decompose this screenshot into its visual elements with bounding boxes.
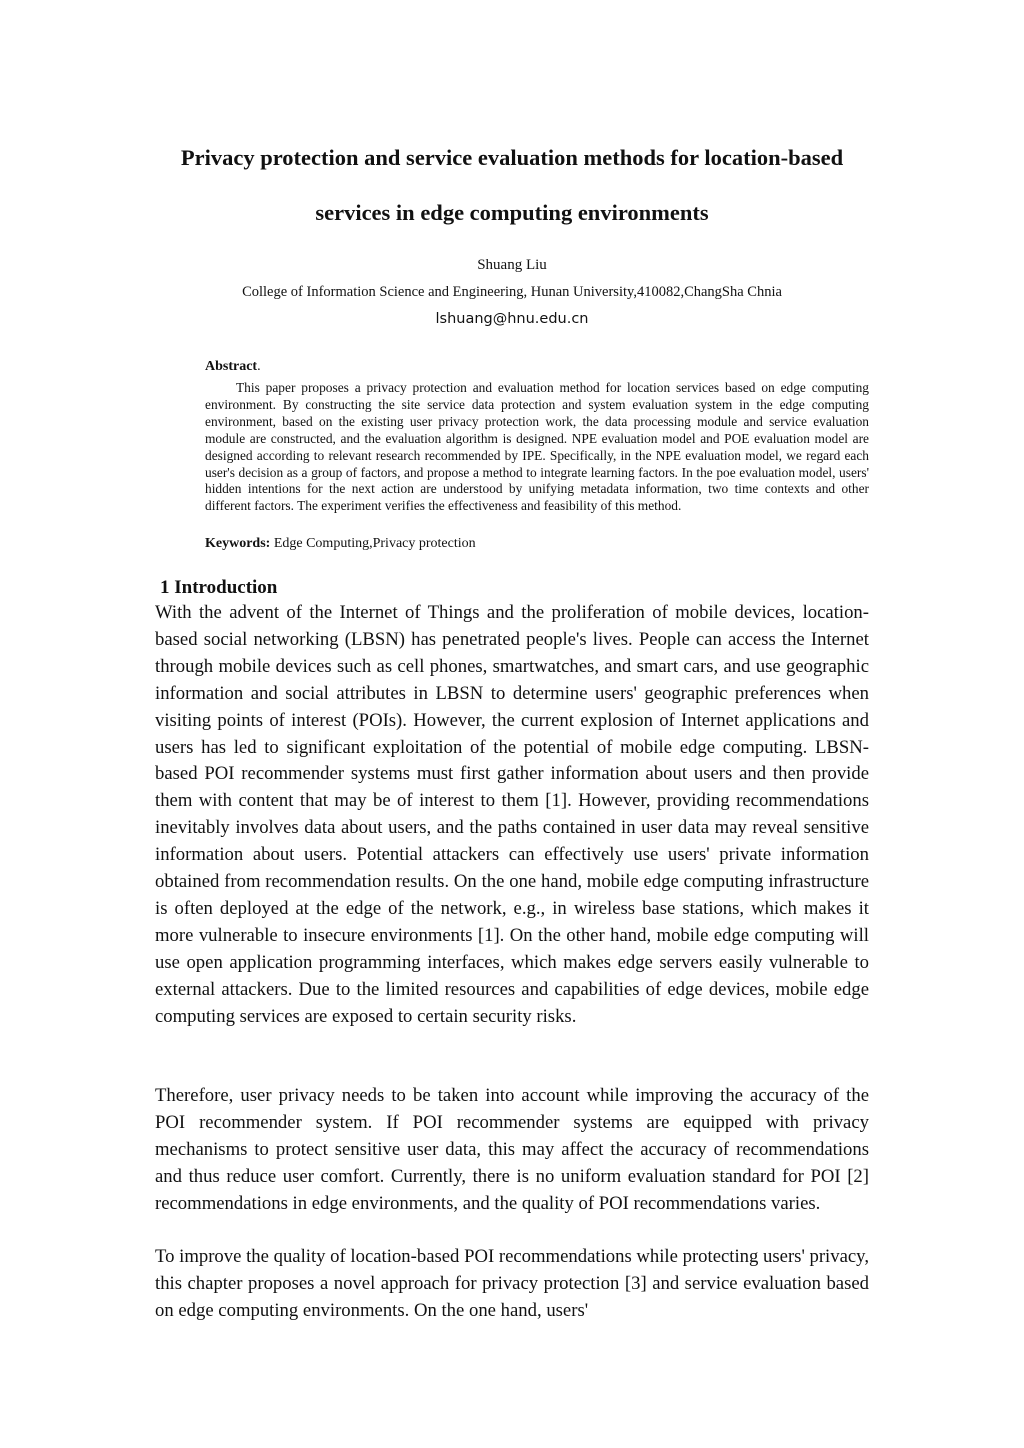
paper-title-line-2: services in edge computing environments (315, 200, 709, 225)
intro-paragraph-2: Therefore, user privacy needs to be taken into account while improving the accuracy of the POI recommender system. If POI recommender systems are equipped with privacy mechanisms to protect sensitive user data, this may affect the accuracy of recommendations and thus reduce user comfort. Currently, there is no uniform evaluation standard for POI [2] recommendations in edge environments, and the quality of POI recommendations varies. (155, 1085, 869, 1214)
abstract-text: This paper proposes a privacy protection and evaluation method for location services based on edge computing environment. By constructing the site service data protection and system evaluation system in the edge computing environment, based on the existing user privacy protection work, the data processing module and service evaluation module are constructed, and the evaluation algorithm is designed. NPE evaluation model and POE evaluation model are designed according to relevant research recommended by IPE. Specifically, in the NPE evaluation model, we regard each user's decision as a group of factors, and propose a method to integrate learning factors. In the poe evaluation model, users' hidden intentions for the next action are understood by unifying metadata information, two time contexts and other different factors. The experiment verifies the effectiveness and feasibility of this method. (205, 380, 869, 514)
intro-paragraph-1: With the advent of the Internet of Things and the proliferation of mobile devices, location-based social networking (LBSN) has penetrated people's lives. People can access the Internet through mobile devices such as cell phones, smartwatches, and smart cars, and use geographic information and social attributes in LBSN to determine users' geographic preferences when visiting points of interest (POIs). However, the current explosion of Internet applications and users has led to significant exploitation of the potential of mobile edge computing. LBSN-based POI recommender systems must first gather information about users and then provide them with content that may be of interest to them [1]. However, providing recommendations inevitably involves data about users, and the paths contained in user data may reveal sensitive information about users. Potential attackers can effectively use users' private information obtained from recommendation results. On the one hand, mobile edge computing infrastructure is often deployed at the edge of the network, e.g., in wireless base stations, which makes it more vulnerable to insecure environments [1]. On the other hand, mobile edge computing will use open application programming interfaces, which makes edge servers easily vulnerable to external attackers. Due to the limited resources and capabilities of edge devices, mobile edge computing services are exposed to certain security risks. (155, 602, 869, 1027)
author-name: Shuang Liu (477, 257, 547, 273)
keywords-label: Keywords: (205, 536, 271, 551)
paper-title-line-1: Privacy protection and service evaluation methods for location-based (180, 145, 844, 170)
keywords-value: Edge Computing,Privacy protection (270, 536, 476, 551)
keywords-line (205, 536, 476, 552)
intro-paragraph-3: To improve the quality of location-based POI recommendations while protecting users' privacy, this chapter proposes a novel approach for privacy protection [3] and service evaluation based on edge computing environments. On the one hand, users' (155, 1246, 869, 1321)
author-affiliation: College of Information Science and Engineering, Hunan University,410082,ChangSha Chnia (242, 284, 782, 300)
abstract-label-suffix: . (257, 359, 261, 374)
section-heading-introduction: 1 Introduction (160, 577, 278, 598)
abstract-heading (205, 359, 261, 375)
abstract-label: Abstract (205, 359, 258, 374)
author-email: lshuang@hnu.edu.cn (435, 311, 589, 327)
